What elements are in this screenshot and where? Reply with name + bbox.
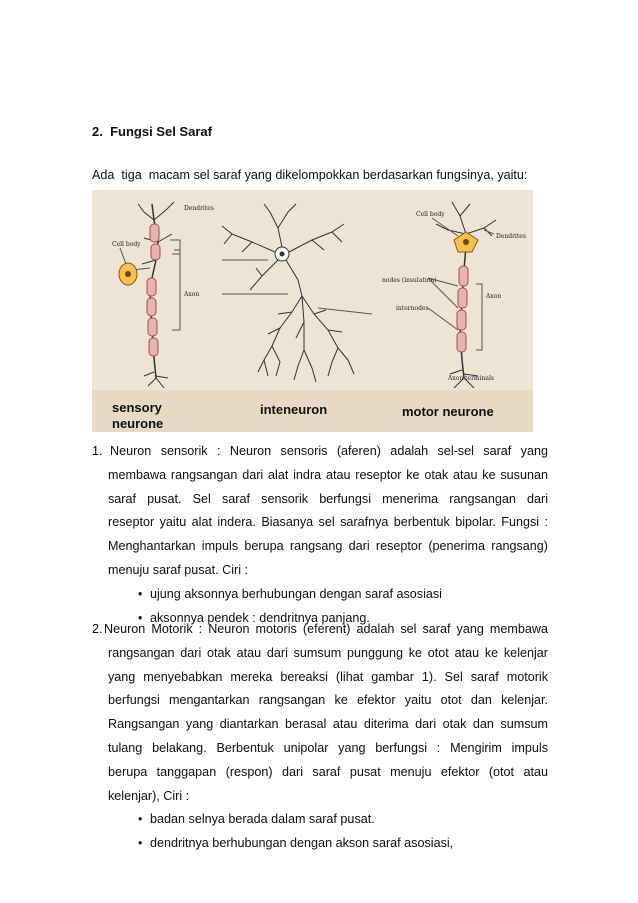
section-title: Fungsi Sel Saraf [110, 124, 212, 139]
motor-label-axon: Axon [486, 293, 502, 300]
item-line: yang menyebabkan mereka bereaksi (lihat gambar 1). Sel saraf motorik [108, 669, 548, 684]
sensory-label-cell-body: Cell body [112, 241, 141, 248]
motor-label-dendrites: Dendrites [496, 233, 526, 240]
bullet-item: • dendritnya berhubungan dengan akson saraf asosiasi, [138, 836, 454, 851]
list-item-neuron-sensorik [92, 440, 548, 630]
intro-paragraph: Ada tiga macam sel saraf yang dikelompokkan berdasarkan fungsinya, yaitu: [92, 168, 528, 182]
motor-label-internodes: internodes [396, 305, 429, 312]
caption-interneuron: inteneuron [260, 402, 328, 417]
item-line: membawa rangsangan dari alat indra atau reseptor ke otak atau ke susunan [108, 467, 548, 482]
bullet-item: • aksonnya pendek : dendritnya panjang. [138, 610, 370, 625]
bullet-item: • badan selnya berada dalam saraf pusat. [138, 812, 375, 827]
list-marker: 2. [92, 622, 103, 636]
caption-sensory-line2: neurone [112, 416, 164, 431]
item-body [92, 618, 548, 856]
item-line: kelenjar), Ciri : [108, 788, 190, 803]
caption-motor-neurone: motor neurone [402, 404, 494, 419]
motor-label-cell-body: Cell body [416, 211, 445, 218]
item-line: menuju saraf pusat. Ciri : [108, 562, 248, 577]
item-body [92, 440, 548, 630]
item-line: reseptor yaitu alat indera. Biasanya sel sarafnya berbentuk bipolar. Fungsi : [108, 515, 548, 530]
item-line: Neuron Motorik : Neuron motoris (eferent) adalah sel saraf yang membawa [104, 622, 548, 636]
item-line: saraf pusat. Sel saraf sensorik berfungsi menerima rangsangan dari [108, 491, 548, 506]
sensory-label-axon: Axon [184, 291, 200, 298]
item-line: berupa tanggapan (respon) dari saraf pusat menuju efektor (otot atau [108, 764, 548, 779]
list-marker: 1. [92, 444, 103, 458]
bullet-item: • ujung aksonnya berhubungan dengan saraf asosiasi [138, 586, 442, 601]
item-line: Rangsangan yang diantarkan berasal atau diterima dari otak dan sumsum [108, 717, 548, 732]
item-line: tulang belakang. Berbentuk unipolar yang berfungsi : Mengirim impuls [108, 740, 548, 755]
section-number: 2. [92, 124, 103, 139]
list-item-neuron-motorik [92, 618, 548, 856]
item-line: Neuron sensorik : Neuron sensoris (aferen) adalah sel-sel saraf yang [110, 444, 548, 458]
motor-label-nodes: nodes (insulation) [382, 277, 437, 284]
item-line: berfungsi mengantarkan rangsangan ke efektor yaitu otot dan kelenjar. [108, 693, 548, 708]
motor-label-axon-terminals: Axon terminals [448, 375, 494, 382]
section-heading [92, 124, 212, 139]
bullet-list [108, 808, 548, 856]
sensory-label-dendrites: Dendrites [184, 205, 214, 212]
item-line: rangsangan dari otak atau dari sumsum punggung ke otot atau ke kelenjar [108, 645, 548, 660]
item-line: Menghantarkan impuls berupa rangsang dari reseptor (penerima rangsang) [108, 539, 548, 554]
caption-sensory-line1: sensory [112, 400, 162, 415]
neuron-illustration [92, 190, 533, 432]
neuron-figure [92, 190, 533, 432]
